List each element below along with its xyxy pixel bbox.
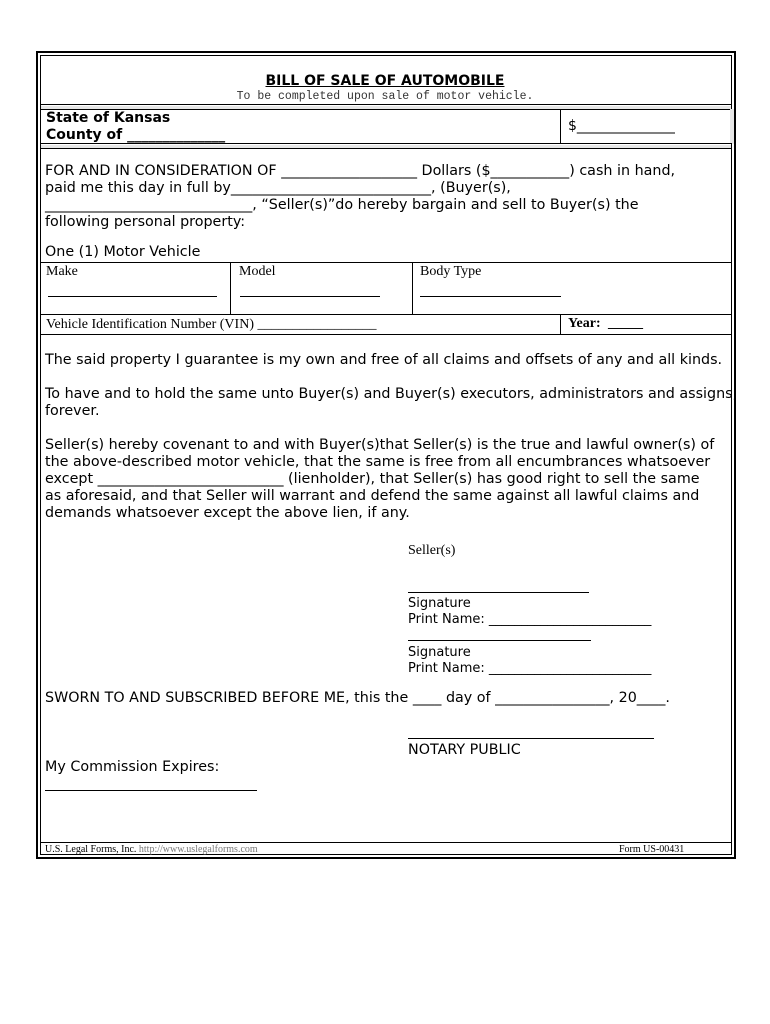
consideration-line: following personal property: — [45, 214, 246, 230]
to-have-line: To have and to hold the same unto Buyer(s) and Buyer(s) executors, administrators and assigns, — [45, 386, 738, 402]
commission-label: My Commission Expires: — [45, 759, 220, 775]
covenant-line: as aforesaid, and that Seller will warrant and defend the same against all lawful claims and — [45, 488, 700, 504]
signature-label: Signature — [408, 645, 471, 660]
footer-left — [45, 844, 258, 855]
consideration-line: FOR AND IN CONSIDERATION OF ___________________ Dollars ($___________) cash in hand, — [45, 163, 676, 179]
document-title: BILL OF SALE OF AUTOMOBILE — [265, 73, 505, 89]
table-border — [560, 314, 561, 334]
table-border — [230, 262, 231, 314]
divider — [40, 104, 732, 105]
body-type-label: Body Type — [420, 264, 482, 279]
table-border — [40, 314, 732, 315]
notary-signature-line[interactable] — [408, 738, 654, 739]
shade-strip — [730, 109, 734, 144]
table-border — [412, 262, 413, 314]
consideration-line: _____________________________, “Seller(s)”do hereby bargain and sell to Buyer(s) the — [45, 197, 639, 213]
sworn-text: SWORN TO AND SUBSCRIBED BEFORE ME, this the ____ day of ________________, 20____. — [45, 690, 670, 706]
seller-signature-line[interactable] — [408, 640, 591, 641]
body-type-input-line[interactable] — [420, 296, 561, 297]
divider — [40, 143, 732, 144]
covenant-line: the above-described motor vehicle, that the same is free from all encumbrances whatsoever — [45, 454, 711, 470]
state-label: State of Kansas — [46, 110, 171, 126]
amount-field[interactable]: $______________ — [568, 118, 675, 134]
covenant-line: demands whatsoever except the above lien, if any. — [45, 505, 410, 521]
county-field[interactable]: County of ______________ — [46, 127, 226, 143]
signature-label: Signature — [408, 596, 471, 611]
vin-field[interactable]: Vehicle Identification Number (VIN) _________________ — [46, 317, 377, 332]
notary-public-label: NOTARY PUBLIC — [408, 742, 521, 758]
divider — [560, 109, 561, 143]
footer-url-link[interactable]: http://www.uslegalforms.com — [138, 844, 258, 855]
make-label: Make — [46, 264, 78, 279]
covenant-line: except __________________________ (lienholder), that Seller(s) has good right to sell the same — [45, 471, 700, 487]
table-border — [40, 262, 732, 263]
footer-divider — [40, 842, 732, 843]
vehicle-count: One (1) Motor Vehicle — [45, 244, 201, 260]
model-input-line[interactable] — [240, 296, 380, 297]
document-subtitle: To be completed upon sale of motor vehicle. — [236, 90, 534, 103]
footer-company: U.S. Legal Forms, Inc. — [45, 844, 137, 855]
year-label: Year: — [568, 316, 601, 331]
sellers-heading: Seller(s) — [408, 543, 456, 558]
form-number: Form US-00431 — [619, 844, 685, 855]
make-input-line[interactable] — [48, 296, 217, 297]
print-name-field[interactable]: Print Name: _________________________ — [408, 612, 652, 627]
model-label: Model — [239, 264, 276, 279]
seller-signature-line[interactable] — [408, 592, 589, 593]
divider — [40, 148, 732, 149]
consideration-line: paid me this day in full by____________________________, (Buyer(s), — [45, 180, 511, 196]
print-name-field[interactable]: Print Name: _________________________ — [408, 661, 652, 676]
to-have-line: forever. — [45, 403, 100, 419]
covenant-line: Seller(s) hereby covenant to and with Buyer(s)that Seller(s) is the true and lawful owner(s) of — [45, 437, 715, 453]
commission-expires-line[interactable] — [45, 790, 257, 791]
table-border — [40, 334, 732, 335]
guarantee-text: The said property I guarantee is my own and free of all claims and offsets of any and all kinds. — [45, 352, 723, 368]
year-field[interactable]: _____ — [608, 316, 643, 331]
